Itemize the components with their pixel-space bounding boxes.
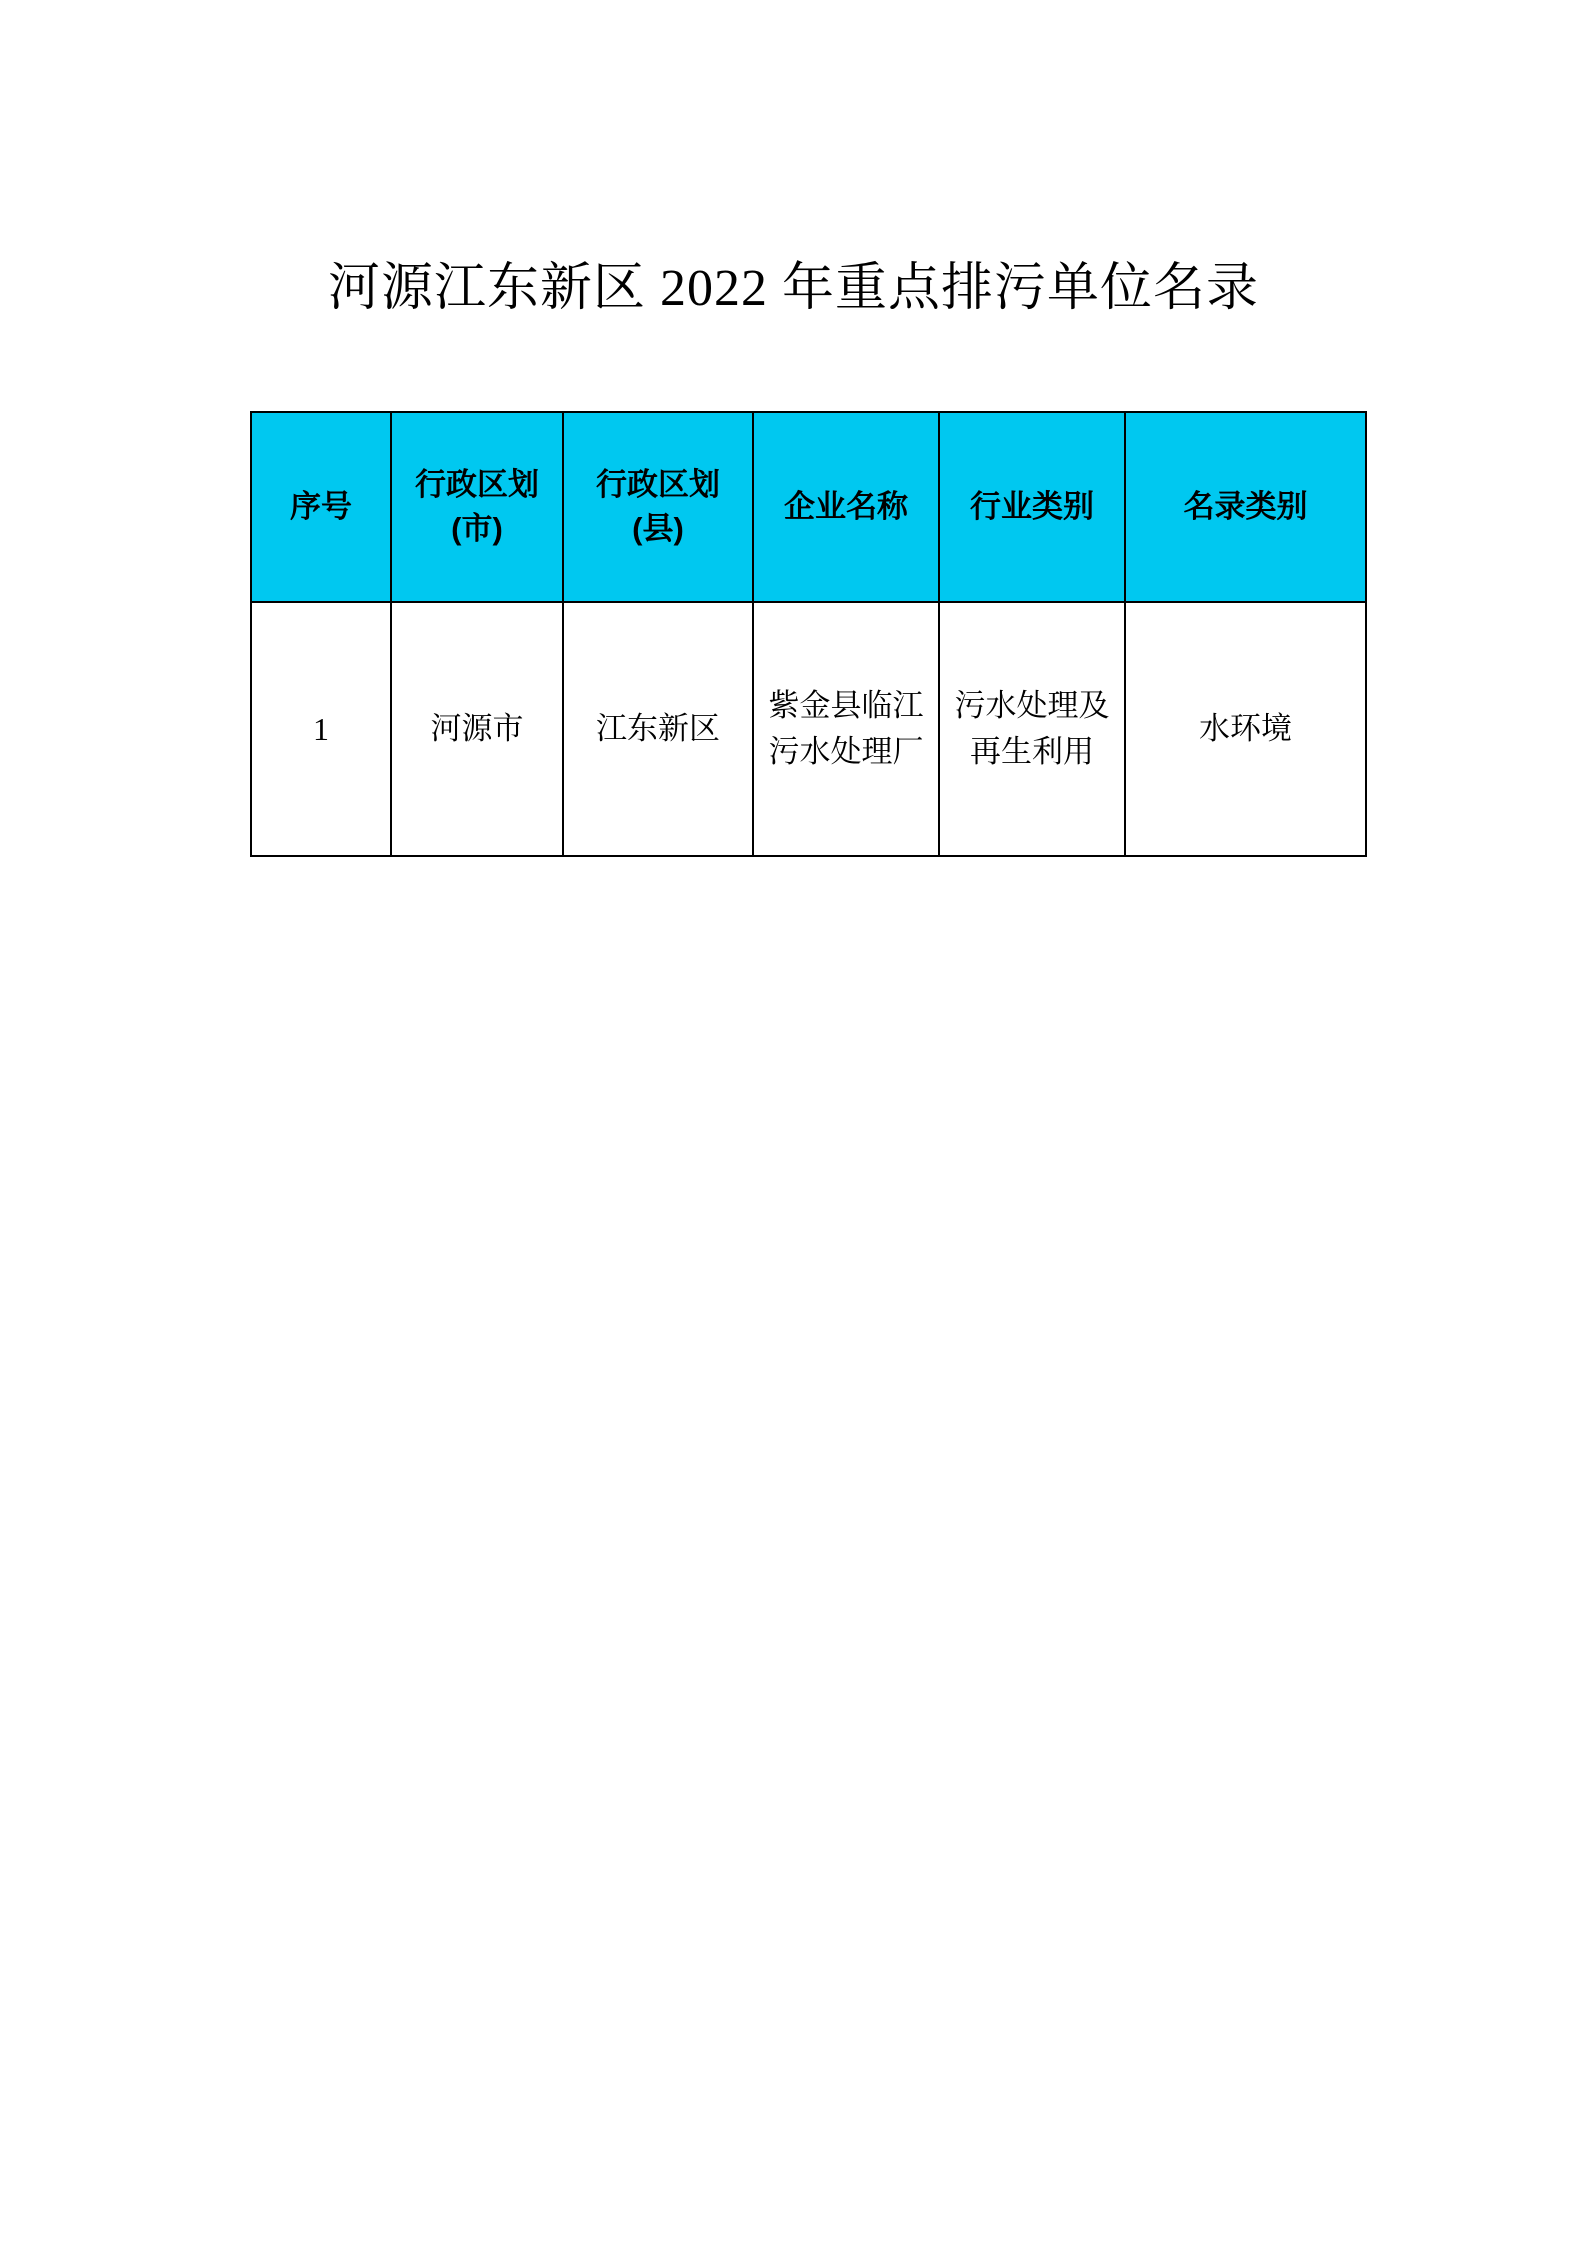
table-body [251,602,1366,856]
cell-county [563,602,753,856]
cell-industry-text: 污水处理及再生利用 [954,687,1110,769]
column-header-city-line2: (市) [451,511,503,546]
column-header-county-line1: 行政区划 [596,466,720,502]
column-header-industry-line1: 行业类别 [970,488,1094,524]
cell-county-text: 江东新区 [596,710,720,746]
cell-city-text: 河源市 [430,710,524,746]
column-header-index [251,412,391,602]
column-header-city [391,412,563,602]
cell-category [1125,602,1366,856]
column-header-enterprise-line1: 企业名称 [784,488,908,524]
cell-index [251,602,391,856]
cell-category-text: 水环境 [1199,710,1292,746]
cell-enterprise-text: 紫金县临江污水处理厂 [768,687,924,769]
cell-enterprise [753,602,939,856]
table-row [251,602,1366,856]
cell-index-text: 1 [313,711,329,747]
column-header-category-line1: 名录类别 [1183,488,1308,524]
table-header-row [251,412,1366,602]
column-header-county [563,412,753,602]
key-polluting-units-table [250,411,1367,857]
column-header-industry [939,412,1125,602]
listing-table-container [250,411,1365,857]
column-header-category [1125,412,1366,602]
column-header-index-line1: 序号 [290,488,352,524]
column-header-enterprise [753,412,939,602]
cell-city [391,602,563,856]
page-title: 河源江东新区 2022 年重点排污单位名录 [327,260,1259,317]
column-header-county-line2: (县) [632,511,684,546]
cell-industry [939,602,1125,856]
table-header [251,412,1366,602]
column-header-city-line1: 行政区划 [415,466,539,502]
